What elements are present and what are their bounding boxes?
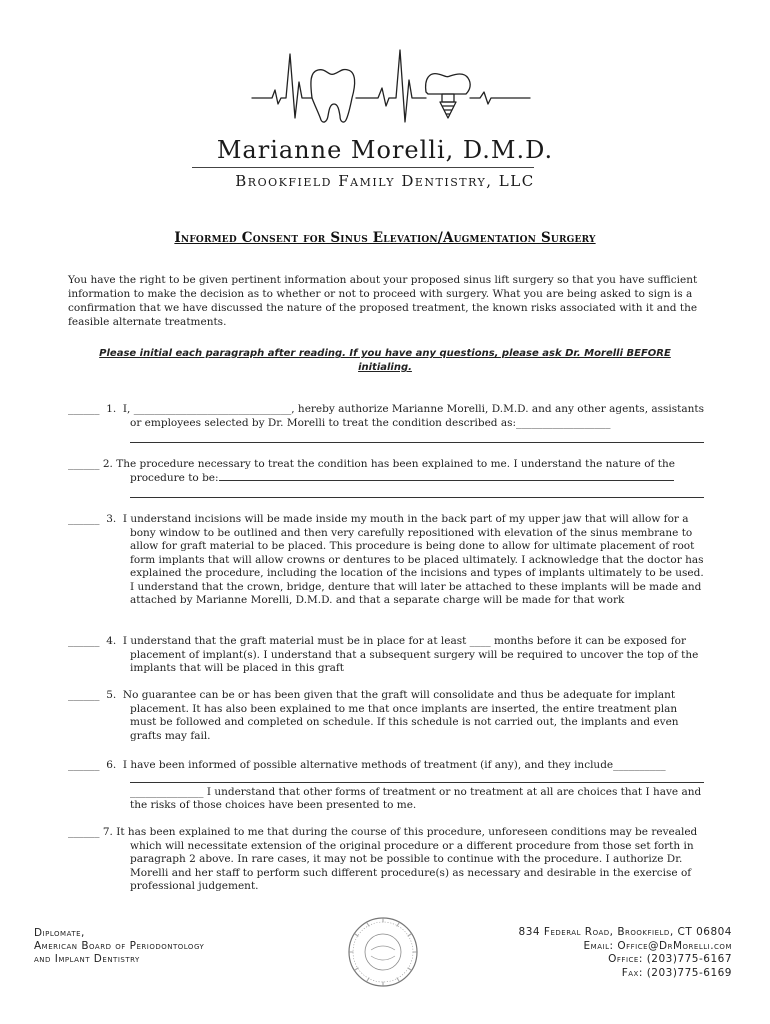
alternatives-field[interactable]: __________ [613,759,666,771]
office-address: 834 Federal Road, Brookfield, CT 06804 [518,926,732,938]
alternatives-fill-line[interactable] [130,773,704,783]
paragraph-7-text: 7. It has been explained to me that during the course of this procedure, unforeseen conditions may be revealed which will necessitate extension of the original procedure or a different procedure from those set forth in paragraph 2 above. In rare cases, it may not be possible to continue with the procedure. I authorize Dr. Morelli and her staff to perform such different procedure(s) as necessary and desirable in the exercise of professional judgement. [102,826,698,892]
initial-field-4[interactable]: ______ [68,635,100,647]
paragraph-2-text: 2. The procedure necessary to treat the condition has been explained to me. I understand the nature of the procedure to be: [102,458,675,484]
office-email: Email: Office@DrMorelli.com [583,939,732,952]
board-certified-seal-icon [347,916,419,988]
credential-line-1: Diplomate, [34,927,85,939]
paragraph-4-text: months before it can be exposed for placement of implant(s). I understand that a subsequent surgery will be required to uncover the top of the implants that will be placed in this graft [130,635,699,674]
initial-field-6[interactable]: ______ [68,759,100,771]
paragraph-number-1: 1. [106,403,117,415]
office-fax: Fax: (203)775-6169 [621,966,732,979]
ecg-line-with-tooth-and-implant-icon [250,42,532,128]
paragraph-3-text: I understand incisions will be made inside my mouth in the back part of my upper jaw that will allow for a bony window to be outlined and then very carefully repositioned with elevation of the sinus membrane to allow for graft material to be placed. This procedure is being done to allow for ultimate placement of root form implants that will allow crowns or dentures to be placed ultimately. I acknowledge that the doctor has explained the procedure, including the location of the incisions and types of implants ultimately to be used. I understand that the crown, bridge, denture that will later be attached to these implants will be made and attached by Marianne Morelli, D.M.D. and that a separate charge will be made for that work [122,513,704,606]
contact-block [519,926,732,980]
paragraph-6-lead: I have been informed of possible alternative methods of treatment (if any), and they include [122,759,614,771]
consent-paragraph-2 [68,458,704,498]
condition-field[interactable]: __________________ [516,416,611,429]
credentials-block [34,927,204,966]
months-field[interactable]: ____ [469,635,491,647]
paragraph-4-lead: I understand that the graft material must be in place for at least [122,635,467,647]
doctor-name: Marianne Morelli, D.M.D. [216,136,554,164]
paragraph-6-text: I understand that other forms of treatment or no treatment at all are choices that I have and the risks of those choices have been presented to me. [130,785,702,811]
initial-instructions: Please initial each paragraph after reading. If you have any questions, please ask Dr. Morelli BEFORE initialing. [99,348,671,373]
header-divider [192,167,534,168]
consent-paragraph-4 [68,635,704,676]
paragraph-number-3: 3. [106,513,117,525]
procedure-field[interactable] [219,480,674,481]
office-phone: Office: (203)775-6167 [608,953,732,966]
condition-fill-line[interactable] [130,430,704,443]
alternatives-initial-field[interactable]: ______________ [130,785,204,798]
initial-field-7[interactable]: ______ [68,826,100,838]
procedure-fill-line[interactable] [130,485,704,498]
consent-paragraph-6 [68,759,704,813]
paragraph-number-5: 5. [106,689,117,701]
paragraph-number-6: 6. [106,759,117,771]
initial-field-1[interactable]: ______ [68,403,100,415]
paragraph-5-text: No guarantee can be or has been given that the graft will consolidate and thus be adequate for implant placement. It has also been explained to me that once implants are inserted, the entire treatment plan must be followed and completed on schedule. If this schedule is not carried out, the implants and even grafts may fail. [122,689,679,742]
initial-field-3[interactable]: ______ [68,513,100,525]
patient-name-field[interactable]: ______________________________ [133,403,292,415]
consent-paragraph-7 [68,826,704,894]
initial-field-5[interactable]: ______ [68,689,100,701]
paragraph-number-4: 4. [106,635,117,647]
consent-paragraph-1 [68,403,704,443]
paragraph-1-lead: I, [122,403,131,415]
paragraph-1-text: , hereby authorize Marianne Morelli, D.M.D. and any other agents, assistants or employees selected by Dr. Morelli to treat the condition described as: [130,403,705,429]
credential-line-2: American Board of Periodontology [34,940,205,952]
intro-paragraph: You have the right to be given pertinent information about your proposed sinus lift surgery so that you have sufficient information to make the decision as to whether or not to proceed with surgery. What you are being asked to sign is a confirmation that we have discussed the nature of the proposed treatment, the known risks associated with it and the feasible alternate treatments. [68,274,698,328]
credential-line-3: and Implant Dentistry [34,953,140,965]
consent-paragraph-3 [68,513,704,608]
document-title: Informed Consent for Sinus Elevation/Augmentation Surgery [174,230,596,246]
initial-field-2[interactable]: ______ [68,458,100,470]
consent-paragraph-5 [68,689,704,743]
practice-name: Brookfield Family Dentistry, LLC [235,172,535,190]
